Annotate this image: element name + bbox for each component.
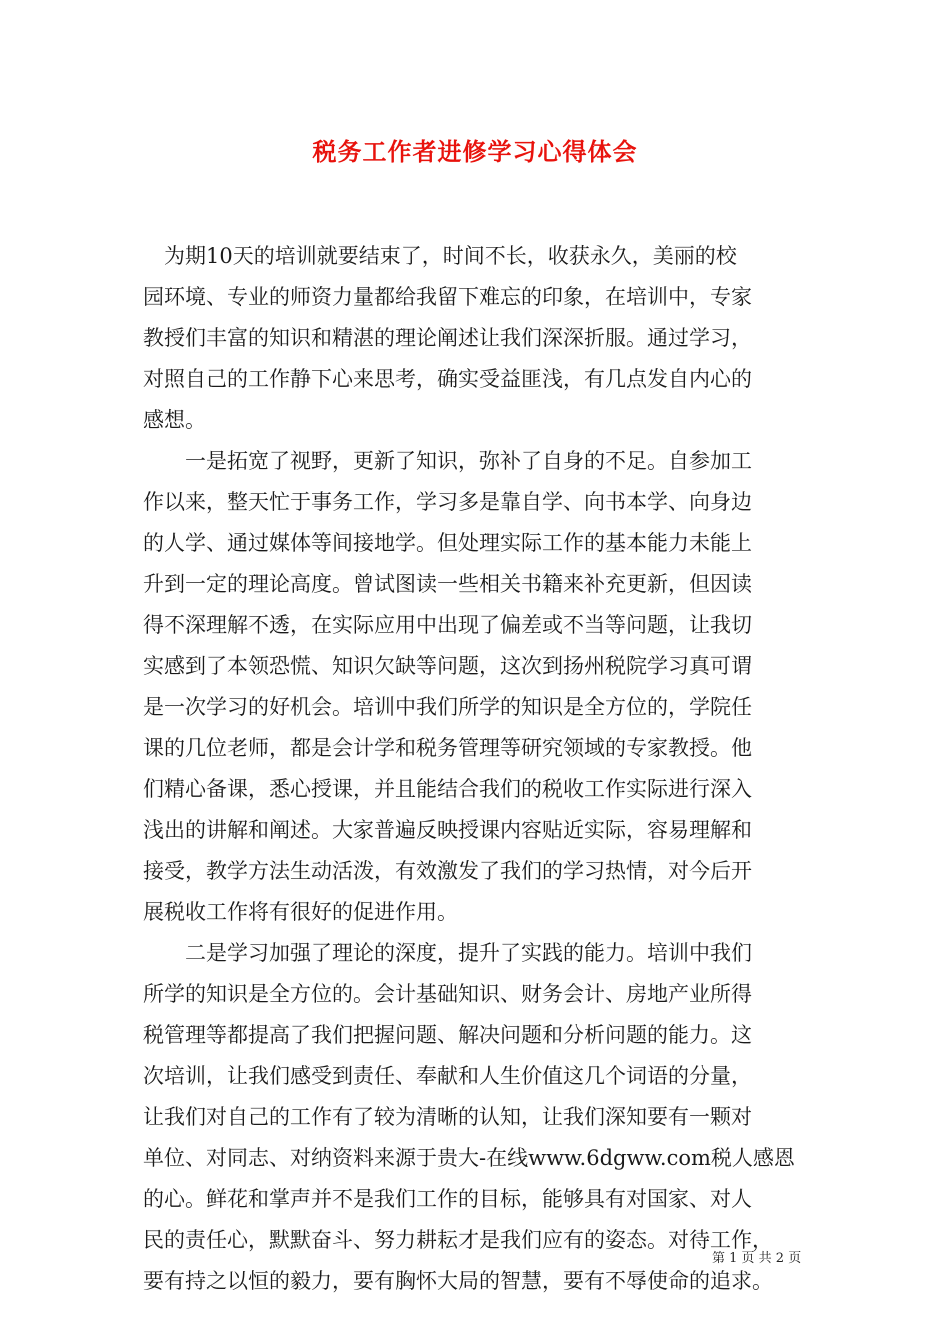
text-line: 税管理等都提高了我们把握问题、解决问题和分析问题的能力。这 — [143, 1023, 752, 1047]
text-line: 让我们对自己的工作有了较为清晰的认知，让我们深知要有一颗对 — [143, 1105, 752, 1129]
text-line: 的心。鲜花和掌声并不是我们工作的目标，能够具有对国家、对人 — [143, 1187, 752, 1211]
text-line: 所学的知识是全方位的。会计基础知识、财务会计、房地产业所得 — [143, 982, 752, 1006]
text-line: 感想。 — [143, 408, 206, 432]
document-title: 税务工作者进修学习心得体会 — [312, 137, 638, 166]
text-line: 对照自己的工作静下心来思考，确实受益匪浅，有几点发自内心的 — [143, 367, 752, 391]
text-line: 课的几位老师，都是会计学和税务管理等研究领域的专家教授。他 — [143, 736, 752, 760]
text-line: 一是拓宽了视野，更新了知识，弥补了自身的不足。自参加工 — [143, 449, 752, 473]
text-line: 得不深理解不透，在实际应用中出现了偏差或不当等问题，让我切 — [143, 613, 752, 637]
text-line: 的人学、通过媒体等间接地学。但处理实际工作的基本能力未能上 — [143, 531, 752, 555]
page-number-footer: 第 1 页 共 2 页 — [712, 1251, 802, 1266]
text-line: 民的责任心，默默奋斗、努力耕耘才是我们应有的姿态。对待工作， — [143, 1228, 773, 1252]
text-line: 是一次学习的好机会。培训中我们所学的知识是全方位的，学院任 — [143, 695, 752, 719]
text-line: 实感到了本领恐慌、知识欠缺等问题，这次到扬州税院学习真可谓 — [143, 654, 752, 678]
text-line: 们精心备课，悉心授课，并且能结合我们的税收工作实际进行深入 — [143, 777, 752, 801]
text-line: 升到一定的理论高度。曾试图读一些相关书籍来补充更新，但因读 — [143, 572, 752, 596]
text-line: 教授们丰富的知识和精湛的理论阐述让我们深深折服。通过学习， — [143, 326, 752, 350]
document-body — [143, 236, 813, 1302]
text-line: 浅出的讲解和阐述。大家普遍反映授课内容贴近实际，容易理解和 — [143, 818, 752, 842]
text-line: 要有持之以恒的毅力，要有胸怀大局的智慧，要有不辱使命的追求。 — [143, 1269, 773, 1293]
text-line: 作以来，整天忙于事务工作，学习多是靠自学、向书本学、向身边 — [143, 490, 752, 514]
text-line: 展税收工作将有很好的促进作用。 — [143, 900, 458, 924]
text-line: 接受，教学方法生动活泼，有效激发了我们的学习热情，对今后开 — [143, 859, 752, 883]
text-line: 园环境、专业的师资力量都给我留下难忘的印象，在培训中，专家 — [143, 285, 752, 309]
text-line: 为期10天的培训就要结束了，时间不长，收获永久，美丽的校 — [143, 244, 737, 268]
text-line: 单位、对同志、对纳资料来源于贵大-在线www.6dgww.com税人感恩 — [143, 1146, 795, 1170]
text-line: 二是学习加强了理论的深度，提升了实践的能力。培训中我们 — [143, 941, 752, 965]
text-line: 次培训，让我们感受到责任、奉献和人生价值这几个词语的分量， — [143, 1064, 752, 1088]
